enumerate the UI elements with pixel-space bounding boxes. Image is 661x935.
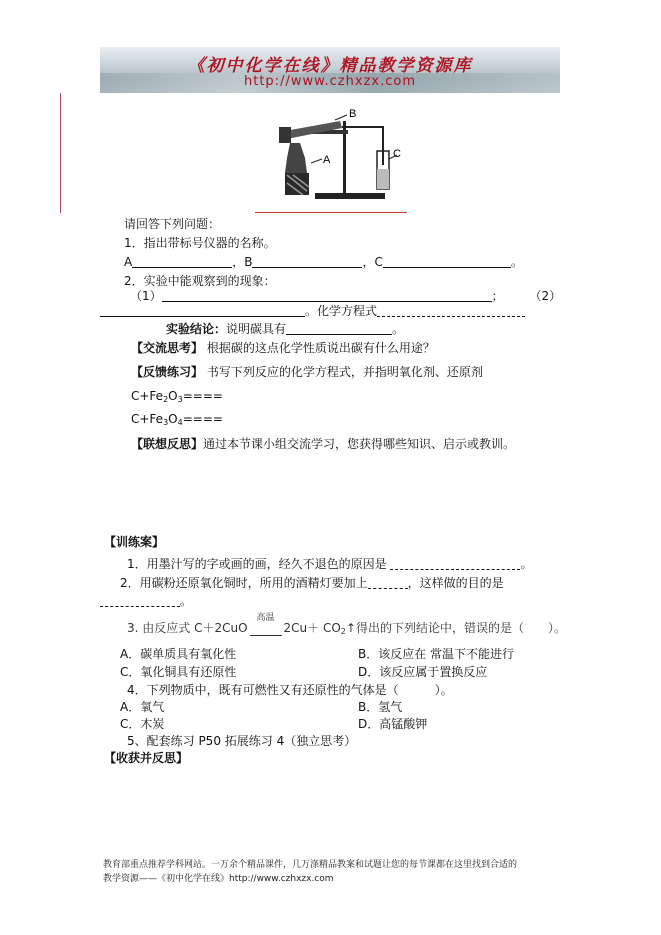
eq2-sub: 3	[163, 418, 169, 427]
question-1-fill	[124, 253, 523, 270]
training-q3	[127, 613, 566, 636]
reaction-condition	[250, 613, 282, 636]
feedback-section	[131, 363, 483, 380]
training-heading: 【训练案】	[104, 535, 165, 549]
training-q1-blank[interactable]	[390, 557, 520, 570]
q4-option-d: D．高锰酸钾	[358, 717, 428, 731]
q3-option-d: D．该反应属于置换反应	[358, 665, 488, 679]
training-q2-end: 。	[180, 594, 193, 608]
fill-sep-1: ，	[232, 255, 245, 269]
eq1-part: C+Fe	[131, 389, 164, 403]
exchange-section	[131, 339, 435, 356]
eq1-sub: 3	[177, 395, 183, 404]
fill-b-label: B	[244, 255, 253, 269]
reaction-condition-text: 高温	[256, 613, 275, 623]
header-banner	[100, 47, 560, 93]
label-b: B	[349, 108, 357, 120]
question-2: 2．实验中能观察到的现象：	[124, 274, 276, 288]
q4-option-b: B．氢气	[358, 700, 403, 714]
fill-a-label: A	[124, 255, 133, 269]
training-q3-sub: 2	[340, 627, 346, 636]
observe-1-label: （1）	[130, 289, 162, 303]
fill-c-blank[interactable]	[383, 255, 511, 268]
training-q3-part: ↑得出的下列结论中，错误的是（ ）。	[345, 621, 566, 635]
eq2-arrow: ====	[182, 412, 223, 426]
training-q5: 5、配套练习 P50 拓展练习 4（独立思考）	[127, 734, 357, 748]
feedback-equation-1	[131, 389, 223, 404]
fill-end: 。	[510, 255, 523, 269]
training-q2-blank-2[interactable]	[100, 594, 180, 607]
training-q1-end: 。	[520, 557, 533, 571]
conclusion-label: 实验结论：	[166, 322, 227, 336]
training-q2-text: 2．用碳粉还原氧化铜时，所用的酒精灯要加上	[120, 576, 368, 590]
feedback-equation-2	[131, 412, 223, 427]
exchange-text: 根据碳的这点化学性质说出碳有什么用途？	[206, 341, 435, 355]
training-q2-mid: ，这样做的目的是	[407, 576, 504, 590]
training-q2-cont	[100, 592, 192, 609]
q3-option-b: B．该反应在 常温下不能进行	[358, 647, 515, 661]
question-2-fill-row-2	[100, 302, 525, 319]
banner-title: 《初中化学在线》精品教学资源库	[187, 56, 473, 76]
feedback-text: 书写下列反应的化学方程式，并指明氧化剂、还原剂	[206, 365, 483, 379]
training-q2-blank-1[interactable]	[368, 576, 408, 589]
observe-2-label: （2）	[529, 289, 562, 303]
conclusion-blank[interactable]	[286, 322, 392, 335]
label-c: C	[393, 148, 401, 160]
margin-line	[60, 93, 61, 213]
eq1-arrow: ====	[182, 389, 223, 403]
training-q1	[127, 555, 532, 572]
eq1-part: O	[168, 389, 178, 403]
conclusion-end: 。	[392, 322, 405, 336]
observe-2-blank[interactable]	[100, 304, 305, 317]
conclusion-text: 说明碳具有	[226, 322, 287, 336]
observe-1-blank[interactable]	[162, 289, 492, 302]
apparatus-figure	[265, 103, 405, 203]
feedback-label: 【反馈练习】	[131, 365, 204, 379]
question-1: 1．指出带标号仪器的名称。	[124, 236, 276, 250]
fill-a-blank[interactable]	[132, 255, 232, 268]
observe-sep: ；	[491, 289, 504, 303]
training-q4: 4．下列物质中，既有可燃性又有还原性的气体是（ ）。	[127, 683, 453, 697]
fill-sep-2: ，	[362, 255, 375, 269]
q4-option-c: C．木炭	[120, 717, 165, 731]
q4-option-a: A．氧气	[120, 700, 165, 714]
exchange-label: 【交流思考】	[131, 341, 204, 355]
reflect-text: 通过本节课小组交流学习，您获得哪些知识、启示或教训。	[203, 437, 516, 451]
reflect-label: 【联想反思】	[131, 437, 204, 451]
training-q3-part: 2Cu＋ CO	[283, 621, 341, 635]
fill-c-label: C	[374, 255, 383, 269]
banner-url: http://www.czhxzx.com	[244, 74, 416, 89]
training-q1-text: 1．用墨汁写的字或画的画，经久不退色的原因是	[127, 557, 387, 571]
q3-option-c: C．氧化铜具有还原性	[120, 665, 237, 679]
eq2-part: C+Fe	[131, 412, 164, 426]
conclusion	[166, 320, 404, 337]
training-q3-part: 3. 由反应式 C＋2CuO	[127, 621, 248, 635]
eq1-sub: 2	[163, 395, 169, 404]
footer-line-1: 教育部重点推荐学科网站。一万余个精品课件，几万涤精品教案和试题让您的每节课都在这里找到合适的	[103, 860, 518, 870]
q3-option-a: A．碳单质具有氧化性	[120, 647, 237, 661]
training-q2	[120, 574, 504, 591]
footer-line-2: 教学资源——《初中化学在线》http://www.czhxzx.com	[103, 874, 334, 884]
questions-intro: 请回答下列问题：	[124, 217, 221, 231]
reflect-section	[131, 435, 515, 452]
fill-b-blank[interactable]	[252, 255, 362, 268]
equation-blank[interactable]	[377, 304, 525, 317]
equation-label: 。化学方程式	[305, 304, 378, 318]
harvest-heading: 【收获并反思】	[104, 751, 189, 765]
label-a: A	[323, 154, 331, 166]
red-underline	[255, 212, 407, 213]
eq2-sub: 4	[177, 418, 183, 427]
eq2-part: O	[168, 412, 178, 426]
